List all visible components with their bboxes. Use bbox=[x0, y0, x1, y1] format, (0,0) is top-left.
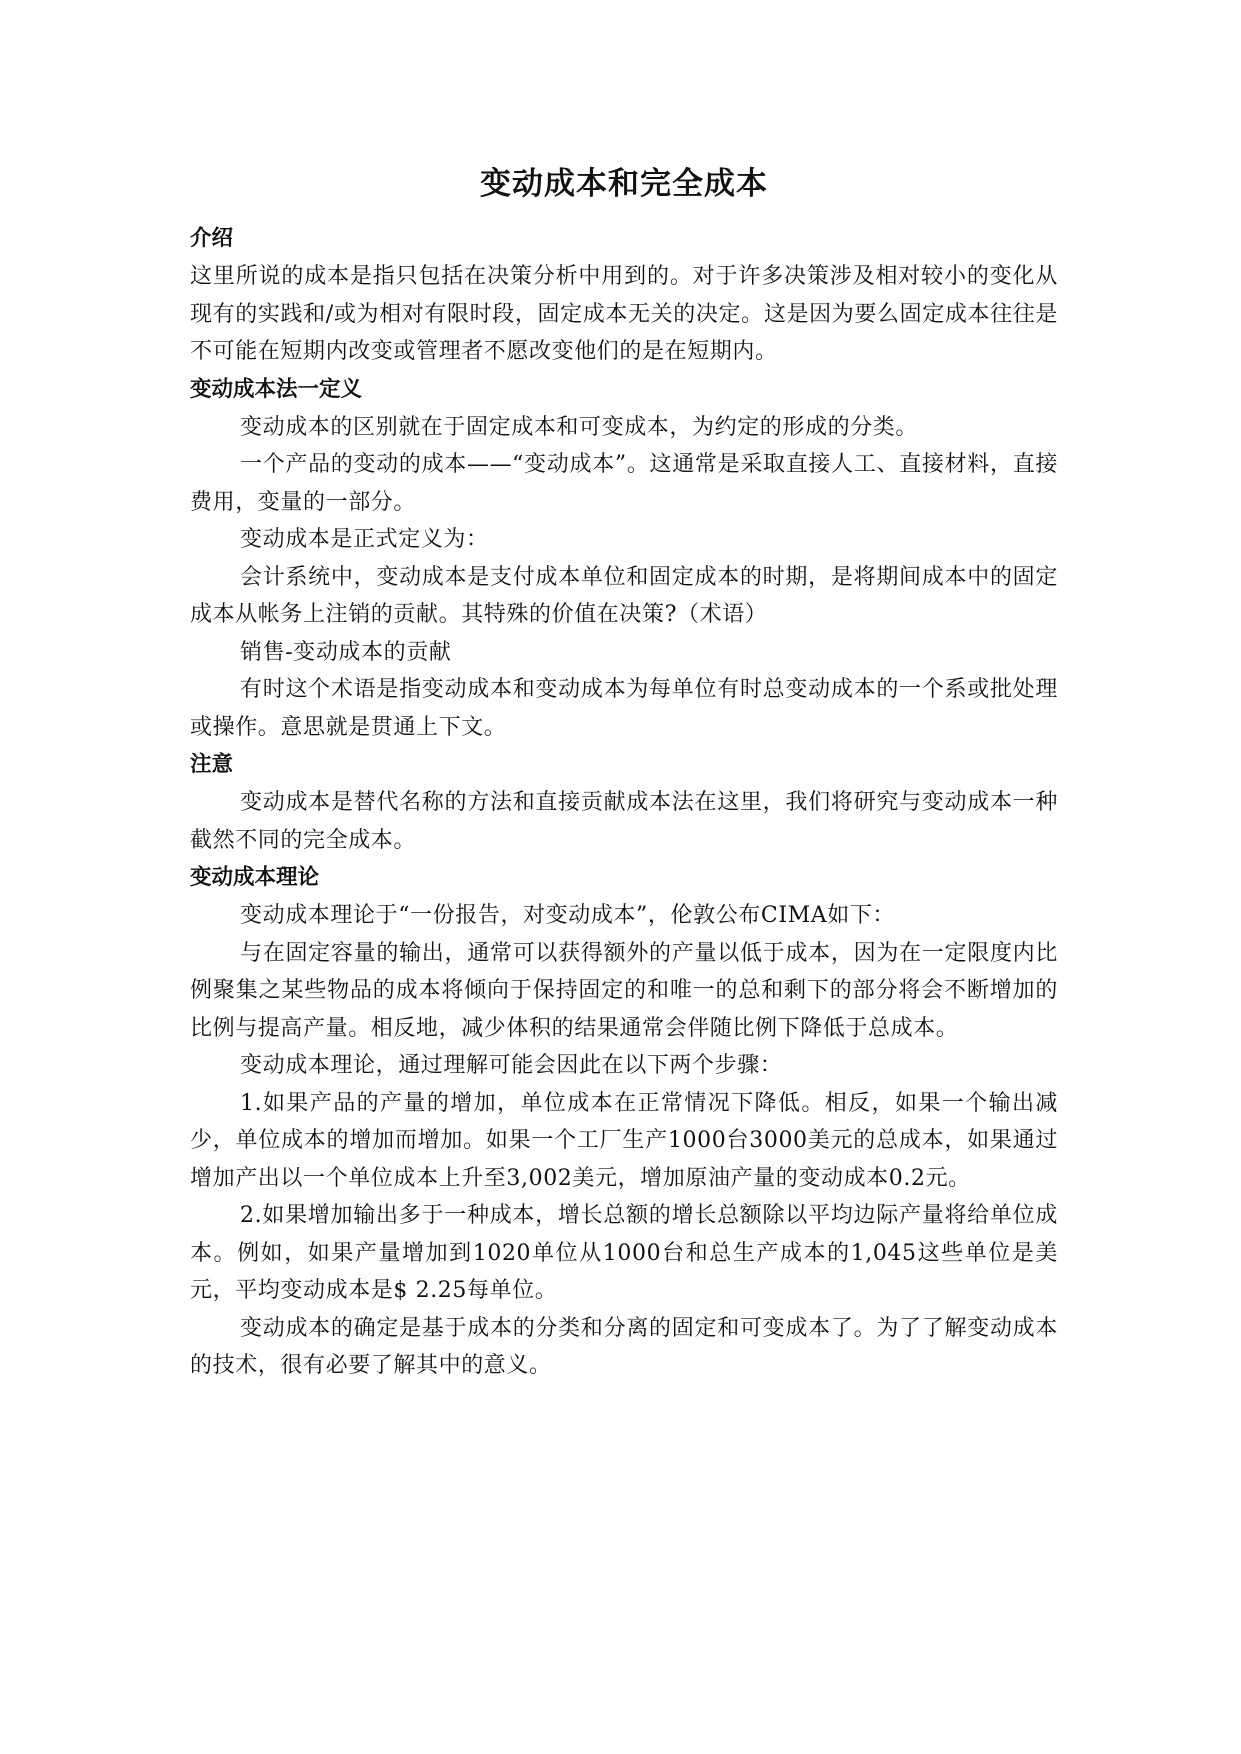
definition-paragraph: 一个产品的变动的成本——“变动成本”。这通常是采取直接人工、直接材料，直接费用，变量的一部分。 bbox=[190, 452, 1058, 515]
document-page bbox=[190, 162, 1058, 1385]
theory-paragraph: 变动成本的确定是基于成本的分类和分离的固定和可变成本了。为了了解变动成本的技术，很有必要了解其中的意义。 bbox=[190, 1315, 1058, 1378]
theory-paragraph: 1.如果产品的产量的增加，单位成本在正常情况下降低。相反，如果一个输出减少，单位成本的增加而增加。如果一个工厂生产1000台3000美元的总成本，如果通过增加产出以一个单位成本上升至3,002美元，增加原油产量的变动成本0.2元。 bbox=[190, 1090, 1058, 1191]
section-heading-theory: 变动成本理论 bbox=[190, 865, 320, 890]
document-title: 变动成本和完全成本 bbox=[480, 166, 768, 202]
definition-paragraph: 销售-变动成本的贡献 bbox=[240, 639, 452, 665]
theory-paragraph: 变动成本理论于“一份报告，对变动成本”，伦敦公布CIMA如下： bbox=[240, 903, 896, 928]
section-heading-definition: 变动成本法一定义 bbox=[190, 376, 363, 402]
theory-paragraph: 与在固定容量的输出，通常可以获得额外的产量以低于成本，因为在一定限度内比例聚集之某些物品的成本将倾向于保持固定的和唯一的总和剩下的部分将会不断增加的比例与提高产量。相反地，减少体积的结果通常会伴随比例下降低于总成本。 bbox=[190, 940, 1058, 1041]
theory-paragraph: 2.如果增加输出多于一种成本，增长总额的增长总额除以平均边际产量将给单位成本。例如，如果产量增加到1020单位从1000台和总生产成本的1,045这些单位是美元，平均变动成本是$ 2.25每单位。 bbox=[190, 1203, 1058, 1303]
note-paragraph: 变动成本是替代名称的方法和直接贡献成本法在这里，我们将研究与变动成本一种截然不同的完全成本。 bbox=[190, 790, 1058, 853]
intro-paragraph: 这里所说的成本是指只包括在决策分析中用到的。对于许多决策涉及相对较小的变化从现有的实践和/或为相对有限时段，固定成本无关的决定。这是因为要么固定成本往往是不可能在短期内改变或管理者不愿改变他们的是在短期内。 bbox=[190, 264, 1058, 364]
theory-paragraph: 变动成本理论，通过理解可能会因此在以下两个步骤： bbox=[240, 1053, 783, 1078]
definition-paragraph: 变动成本是正式定义为： bbox=[240, 527, 489, 552]
definition-paragraph: 会计系统中，变动成本是支付成本单位和固定成本的时期，是将期间成本中的固定成本从帐务上注销的贡献。其特殊的价值在决策?（术语） bbox=[190, 564, 1058, 627]
definition-paragraph: 有时这个术语是指变动成本和变动成本为每单位有时总变动成本的一个系或批处理或操作。意思就是贯通上下文。 bbox=[190, 677, 1058, 740]
section-heading-intro: 介绍 bbox=[190, 226, 234, 251]
section-heading-note: 注意 bbox=[190, 752, 234, 777]
definition-paragraph: 变动成本的区别就在于固定成本和可变成本，为约定的形成的分类。 bbox=[240, 414, 919, 440]
